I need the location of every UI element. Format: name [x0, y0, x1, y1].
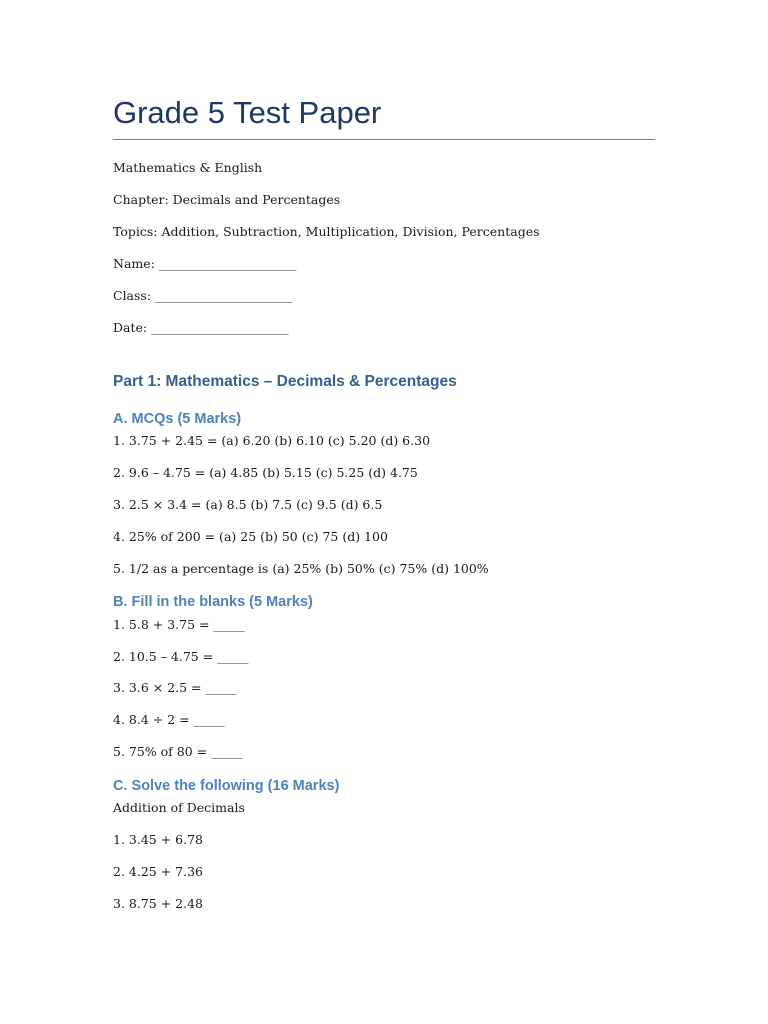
subject-line: Mathematics & English: [113, 160, 263, 175]
section-c-heading: C. Solve the following (16 Marks): [113, 778, 340, 794]
section-a-heading: A. MCQs (5 Marks): [113, 411, 242, 427]
mcq-item: 2. 9.6 – 4.75 = (a) 4.85 (b) 5.15 (c) 5.25 (d) 4.75: [113, 465, 418, 480]
title-underline: [113, 139, 655, 140]
section-b-heading: B. Fill in the blanks (5 Marks): [113, 594, 313, 610]
class-field: Class: ______________________: [113, 288, 293, 303]
date-field: Date: ______________________: [113, 320, 289, 335]
solve-item: 3. 8.75 + 2.48: [113, 896, 203, 911]
solve-item: 1. 3.45 + 6.78: [113, 832, 203, 847]
fill-blank-item: 3. 3.6 × 2.5 = _____: [113, 680, 237, 695]
fill-blank-item: 4. 8.4 ÷ 2 = _____: [113, 712, 225, 727]
fill-blank-item: 5. 75% of 80 = _____: [113, 744, 243, 759]
fill-blank-item: 2. 10.5 – 4.75 = _____: [113, 649, 249, 664]
document-title: Grade 5 Test Paper: [113, 95, 382, 130]
section-c-subheading: Addition of Decimals: [113, 800, 245, 815]
part1-heading: Part 1: Mathematics – Decimals & Percentages: [113, 373, 457, 390]
mcq-item: 5. 1/2 as a percentage is (a) 25% (b) 50% (c) 75% (d) 100%: [113, 561, 489, 576]
mcq-item: 3. 2.5 × 3.4 = (a) 8.5 (b) 7.5 (c) 9.5 (d) 6.5: [113, 497, 383, 512]
chapter-line: Chapter: Decimals and Percentages: [113, 192, 341, 207]
solve-item: 2. 4.25 + 7.36: [113, 864, 203, 879]
fill-blank-item: 1. 5.8 + 3.75 = _____: [113, 617, 245, 632]
name-field: Name: ______________________: [113, 256, 297, 271]
topics-line: Topics: Addition, Subtraction, Multiplication, Division, Percentages: [113, 224, 540, 239]
mcq-item: 1. 3.75 + 2.45 = (a) 6.20 (b) 6.10 (c) 5.20 (d) 6.30: [113, 433, 431, 448]
mcq-item: 4. 25% of 200 = (a) 25 (b) 50 (c) 75 (d) 100: [113, 529, 388, 544]
